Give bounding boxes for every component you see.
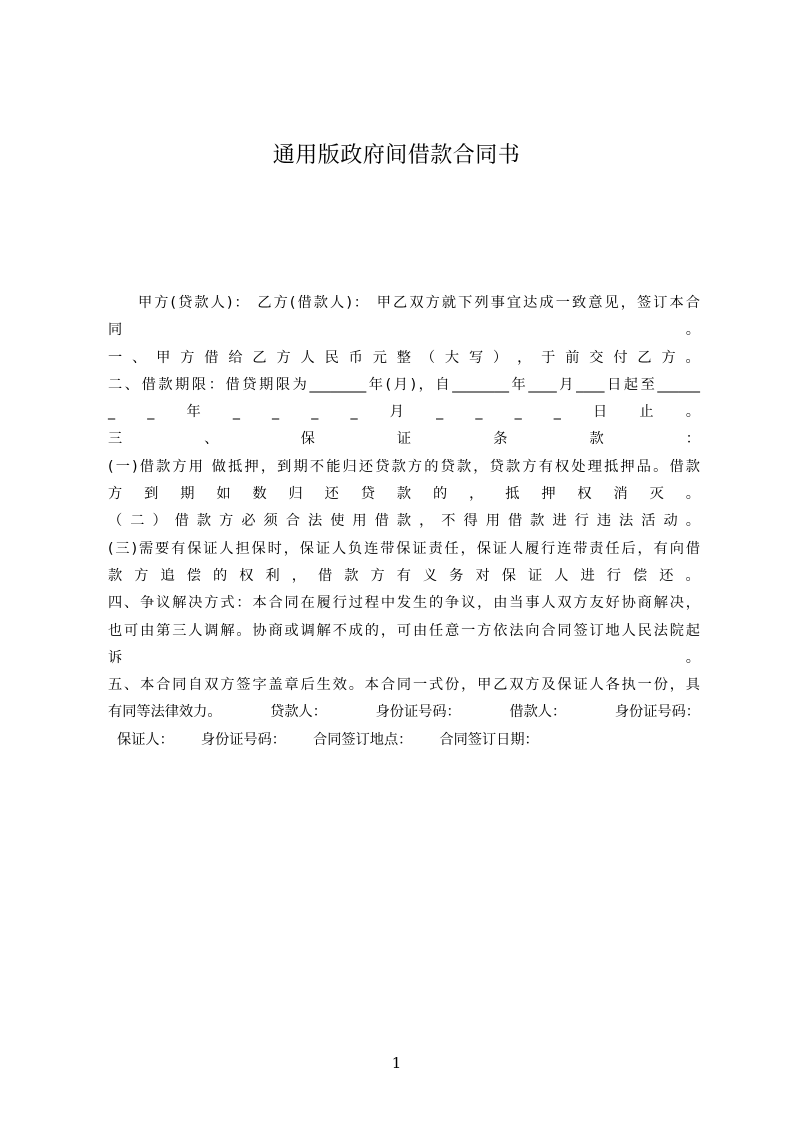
text-run: 于: [541, 349, 556, 366]
text-run: _: [272, 404, 280, 421]
text-run: _: [232, 404, 240, 421]
text-run: ）: [493, 349, 508, 366]
text-run: 身份证号码：: [614, 704, 700, 721]
clause-4: 四、争议解决方式：本合同在履行过程中发生的争议，由当事人双方友好协商解决，: [108, 595, 700, 612]
text-run: 借: [204, 349, 219, 366]
text-run: 款: [344, 567, 359, 584]
text-run: 交: [589, 349, 604, 366]
text-run: 活: [641, 513, 656, 530]
text-run: 权: [239, 567, 254, 584]
text-run: 款: [196, 513, 212, 530]
text-run: 止: [639, 404, 654, 421]
text-run: 如: [216, 486, 231, 503]
text-run: 数: [252, 486, 267, 503]
text-run: （: [108, 513, 123, 530]
text-run: 押: [541, 486, 556, 503]
text-run: 人: [554, 567, 569, 584]
text-run: _: [108, 404, 116, 421]
text-run: 进: [580, 567, 595, 584]
text-run: 利: [265, 567, 280, 584]
text-run: 使: [330, 513, 345, 530]
text-run: ，: [291, 567, 306, 584]
text-run: 方: [661, 349, 676, 366]
text-run: 贷款人：: [270, 704, 327, 721]
clause-3-2: [108, 508, 700, 535]
paragraph-intro: 甲方(贷款人)： 乙方(借款人)： 甲乙双方就下列事宜达成一致意见，签订本合: [138, 295, 700, 311]
text-run: 方: [276, 349, 291, 366]
text-run: 期: [180, 486, 195, 503]
text-run: 年: [186, 404, 201, 421]
text-run: 大: [444, 349, 460, 366]
text-run: 一: [108, 349, 123, 366]
text-run: 消: [613, 486, 628, 503]
text-run: 借款人：: [509, 704, 567, 721]
text-run: 整: [396, 349, 411, 366]
paragraph-intro-end: [108, 317, 700, 344]
clause-4-end: [108, 645, 700, 672]
text-run: 。: [685, 567, 700, 584]
signature-fields-row-2: 保证人： 身份证号码： 合同签订地点： 合同签订日期：: [108, 731, 539, 748]
text-run: 务: [449, 567, 464, 584]
clause-2: 二、借款期限：借贷期限为________年(月)，自________年____月____日起至______: [108, 376, 700, 393]
text-run: 不: [441, 513, 456, 530]
text-run: 法: [307, 513, 323, 530]
text-run: 款: [530, 513, 545, 530]
text-run: 付: [613, 349, 628, 366]
clause-1: [108, 345, 700, 372]
text-run: 诉: [108, 649, 123, 666]
text-run: 动: [663, 513, 678, 530]
text-run: 元: [372, 349, 387, 366]
clause-5: 五、本合同自双方签字盖章后生效。本合同一式份，甲乙双方及保证人各执一份，具: [108, 677, 700, 694]
text-run: 得: [463, 513, 478, 530]
text-run: 月: [389, 404, 404, 421]
text-run: ）: [152, 513, 167, 530]
text-run: 乙: [637, 349, 652, 366]
text-run: 借: [318, 567, 333, 584]
signature-fields-row-1: [108, 699, 700, 726]
text-run: 保: [300, 431, 315, 448]
text-run: 、: [204, 431, 219, 448]
text-run: 借: [507, 513, 523, 530]
text-run: 对: [475, 567, 490, 584]
text-run: 法: [619, 513, 634, 530]
text-run: 方: [219, 513, 234, 530]
text-run: 证: [396, 431, 412, 448]
text-run: 方: [134, 567, 149, 584]
text-run: 方: [370, 567, 385, 584]
text-run: ，: [469, 486, 484, 503]
clause-3-heading: [108, 426, 700, 453]
text-run: 行: [574, 513, 589, 530]
text-run: 到: [144, 486, 159, 503]
text-run: 进: [552, 513, 567, 530]
page-number: 1: [391, 1054, 402, 1072]
text-run: 民: [324, 349, 339, 366]
text-run: 用: [352, 513, 367, 530]
text-run: 违: [596, 513, 612, 530]
text-run: 有同等法律效力。: [108, 704, 222, 721]
text-run: 的: [432, 486, 448, 503]
text-run: 抵: [505, 486, 520, 503]
text-run: 给: [228, 349, 243, 366]
text-run: 偿: [186, 567, 201, 584]
text-run: 三: [108, 431, 123, 448]
text-run: 乙: [252, 349, 267, 366]
clause-3-1: (一)借款方用 做抵押，到期不能归还贷款方的贷款，贷款方有权处理抵押品。借款: [108, 458, 700, 475]
text-run: 币: [348, 349, 363, 366]
text-run: （: [420, 349, 436, 366]
text-run: 条: [493, 431, 508, 448]
text-run: 写: [468, 349, 484, 366]
text-run: 。: [685, 513, 700, 530]
text-run: 权: [577, 486, 592, 503]
text-run: ：: [685, 431, 700, 448]
text-run: _: [475, 404, 483, 421]
text-run: 灭: [649, 486, 664, 503]
contract-body: [108, 290, 700, 754]
text-run: 身份证号码：: [375, 704, 461, 721]
text-run: 。: [685, 404, 700, 421]
text-run: _: [147, 404, 155, 421]
text-run: 义: [423, 567, 438, 584]
text-run: 偿: [633, 567, 648, 584]
text-run: 方: [108, 486, 123, 503]
clause-3-3-end: [108, 563, 700, 590]
text-run: 合: [285, 513, 300, 530]
text-run: 日: [593, 404, 608, 421]
text-run: 贷: [360, 486, 375, 503]
text-run: 方: [180, 349, 195, 366]
text-run: 有: [396, 567, 411, 584]
text-run: 借: [174, 513, 189, 530]
text-run: 二: [130, 513, 145, 530]
clause-3-1-end: [108, 481, 700, 508]
text-run: 归: [288, 486, 303, 503]
text-run: _: [311, 404, 319, 421]
clause-3-3: (三)需要有保证人担保时，保证人负连带保证责任，保证人履行连带责任后，有向借: [108, 540, 700, 557]
document-title: 通用版政府间借款合同书: [272, 143, 521, 168]
text-run: 须: [263, 513, 278, 530]
text-run: 的: [213, 567, 228, 584]
text-run: 款: [589, 431, 604, 448]
text-run: 款: [396, 513, 412, 530]
clause-4-cont: 也可由第三人调解。协商或调解不成的，可由任意一方依法向合同签订地人民法院起: [108, 622, 700, 639]
text-run: ，: [517, 349, 532, 366]
text-run: 必: [241, 513, 256, 530]
text-run: 。: [685, 349, 700, 366]
text-run: 。: [685, 322, 700, 339]
clause-2-end: [108, 399, 700, 426]
text-run: 追: [160, 567, 175, 584]
text-run: 用: [485, 513, 500, 530]
text-run: 借: [374, 513, 389, 530]
text-run: 甲: [156, 349, 171, 366]
text-run: 款: [396, 486, 412, 503]
text-run: 。: [685, 649, 700, 666]
text-run: 人: [300, 349, 315, 366]
text-run: _: [514, 404, 522, 421]
text-run: 还: [324, 486, 339, 503]
text-run: 证: [528, 567, 543, 584]
text-run: 款: [108, 567, 123, 584]
text-run: 、: [132, 349, 147, 366]
text-run: 前: [565, 349, 580, 366]
text-run: _: [350, 404, 358, 421]
text-run: ，: [419, 513, 434, 530]
text-run: 还: [659, 567, 674, 584]
text-run: _: [436, 404, 444, 421]
text-run: 同: [108, 322, 123, 339]
text-run: 。: [685, 486, 700, 503]
text-run: _: [553, 404, 561, 421]
text-run: 行: [606, 567, 621, 584]
text-run: 保: [501, 567, 516, 584]
